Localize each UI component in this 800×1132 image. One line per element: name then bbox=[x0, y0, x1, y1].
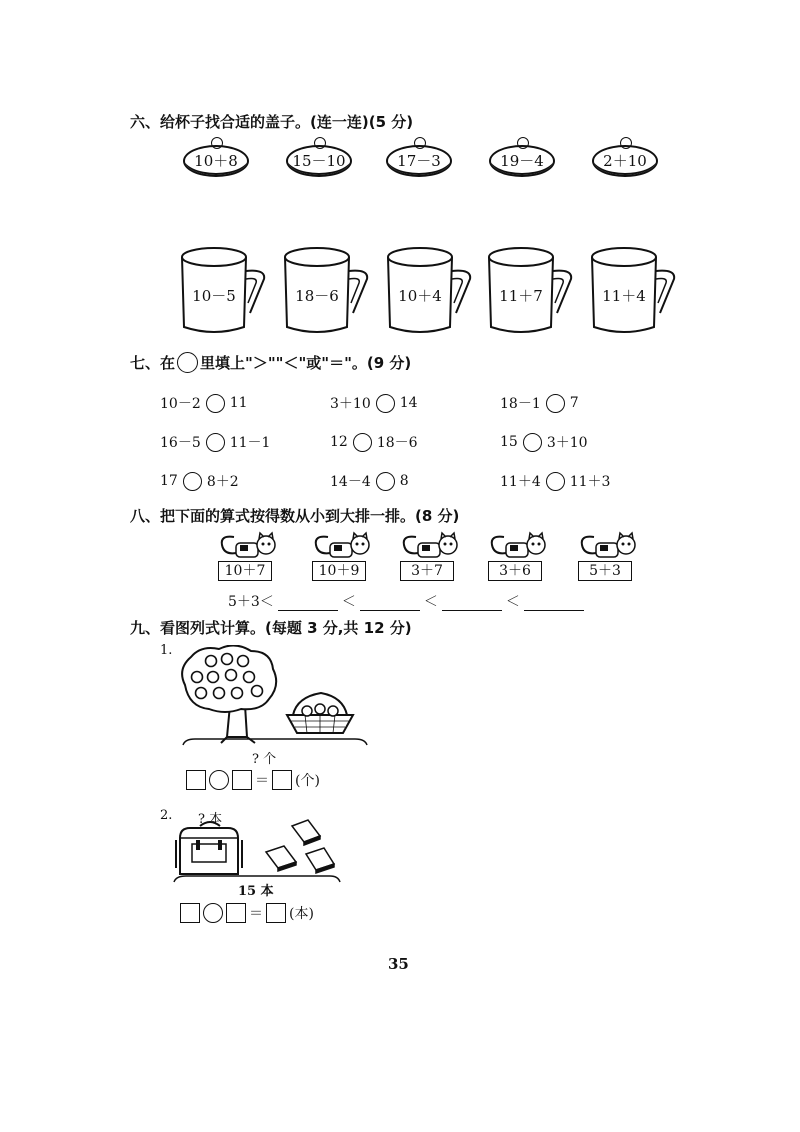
equals-sign: ＝ bbox=[255, 773, 269, 789]
operator-circle[interactable] bbox=[209, 770, 229, 790]
answer-circle[interactable] bbox=[353, 433, 372, 452]
total-label: ? 个 bbox=[252, 752, 277, 767]
page-number: 35 bbox=[388, 955, 409, 973]
comparison-item bbox=[160, 393, 248, 413]
left-expression: 14－4 bbox=[330, 474, 371, 490]
lid-expression: 15－10 bbox=[292, 152, 346, 170]
expression-box: 3＋7 bbox=[400, 561, 454, 581]
cat-icon bbox=[310, 531, 374, 561]
cat-card bbox=[216, 531, 286, 587]
cat-icon bbox=[486, 531, 550, 561]
heading-part: 里填上"＞""＜"或"＝"。(9 分) bbox=[200, 354, 412, 372]
unit-label: (个) bbox=[295, 773, 320, 789]
expression-box: 3＋6 bbox=[488, 561, 542, 581]
comparison-item bbox=[330, 432, 418, 452]
cup bbox=[487, 245, 577, 335]
comparison-item bbox=[160, 432, 270, 452]
answer-circle[interactable] bbox=[183, 472, 202, 491]
left-expression: 17 bbox=[160, 473, 178, 489]
cup bbox=[180, 245, 270, 335]
answer-blank[interactable] bbox=[442, 596, 502, 611]
cat-icon bbox=[398, 531, 462, 561]
expression-box: 10＋9 bbox=[312, 561, 366, 581]
less-than-sign: ＜ bbox=[341, 594, 356, 610]
comparison-item bbox=[500, 393, 579, 413]
left-expression: 15 bbox=[500, 434, 518, 450]
right-expression: 3＋10 bbox=[546, 435, 588, 451]
circle-icon bbox=[177, 352, 198, 373]
right-expression: 11 bbox=[229, 395, 248, 411]
bag-and-books-illustration bbox=[172, 818, 342, 888]
cup bbox=[283, 245, 373, 335]
right-expression: 11－1 bbox=[229, 435, 271, 451]
cat-card bbox=[576, 531, 646, 587]
problem-number: 1. bbox=[160, 643, 173, 658]
right-expression: 18－6 bbox=[376, 435, 418, 451]
left-expression: 11＋4 bbox=[500, 474, 541, 490]
lid-expression: 17－3 bbox=[397, 152, 441, 170]
answer-circle[interactable] bbox=[523, 433, 542, 452]
cat-card bbox=[486, 531, 556, 587]
lid-expression: 2＋10 bbox=[603, 152, 647, 170]
lid-expression: 10＋8 bbox=[194, 152, 238, 170]
answer-circle[interactable] bbox=[546, 472, 565, 491]
right-expression: 14 bbox=[399, 395, 418, 411]
less-than-sign: ＜ bbox=[423, 594, 438, 610]
less-than-sign: ＜ bbox=[505, 594, 520, 610]
comparison-item bbox=[330, 393, 418, 413]
equals-sign: ＝ bbox=[249, 906, 263, 922]
lid bbox=[286, 137, 352, 175]
ordering-line bbox=[228, 591, 584, 611]
answer-box[interactable] bbox=[186, 770, 206, 790]
lid bbox=[386, 137, 452, 175]
right-expression: 8 bbox=[399, 473, 409, 489]
lid bbox=[489, 137, 555, 175]
left-expression: 12 bbox=[330, 434, 348, 450]
cup-expression: 18－6 bbox=[295, 287, 339, 305]
answer-box[interactable] bbox=[266, 903, 286, 923]
answer-circle[interactable] bbox=[206, 433, 225, 452]
answer-blank[interactable] bbox=[524, 596, 584, 611]
comparison-item bbox=[160, 471, 239, 491]
apple-tree-illustration bbox=[175, 645, 375, 750]
heading-part: 七、在 bbox=[130, 354, 176, 372]
answer-circle[interactable] bbox=[376, 472, 395, 491]
section-6-heading: 六、给杯子找合适的盖子。(连一连)(5 分) bbox=[130, 113, 414, 131]
equation-row bbox=[180, 903, 314, 923]
answer-box[interactable] bbox=[272, 770, 292, 790]
answer-box[interactable] bbox=[226, 903, 246, 923]
cup-expression: 11＋7 bbox=[499, 287, 543, 305]
comparison-item bbox=[500, 471, 610, 491]
right-expression: 11＋3 bbox=[569, 474, 611, 490]
answer-blank[interactable] bbox=[360, 596, 420, 611]
operator-circle[interactable] bbox=[203, 903, 223, 923]
order-start: 5＋3＜ bbox=[228, 594, 274, 610]
right-expression: 7 bbox=[569, 395, 579, 411]
cup-expression: 11＋4 bbox=[602, 287, 646, 305]
answer-blank[interactable] bbox=[278, 596, 338, 611]
left-expression: 10－2 bbox=[160, 396, 201, 412]
cat-icon bbox=[216, 531, 280, 561]
cat-card bbox=[310, 531, 380, 587]
lid bbox=[592, 137, 658, 175]
comparison-item bbox=[330, 471, 409, 491]
cup-expression: 10＋4 bbox=[398, 287, 442, 305]
answer-circle[interactable] bbox=[376, 394, 395, 413]
cup-expression: 10－5 bbox=[192, 287, 236, 305]
cup bbox=[590, 245, 680, 335]
section-7-heading bbox=[130, 352, 411, 373]
part-label: ? 本 bbox=[198, 812, 223, 827]
equation-row bbox=[186, 770, 320, 790]
left-expression: 16－5 bbox=[160, 435, 201, 451]
unit-label: (本) bbox=[289, 906, 314, 922]
answer-box[interactable] bbox=[232, 770, 252, 790]
answer-box[interactable] bbox=[180, 903, 200, 923]
right-expression: 8＋2 bbox=[206, 474, 239, 490]
problem-number: 2. bbox=[160, 808, 173, 823]
answer-circle[interactable] bbox=[546, 394, 565, 413]
lid bbox=[183, 137, 249, 175]
expression-box: 10＋7 bbox=[218, 561, 272, 581]
cup bbox=[386, 245, 476, 335]
lid-expression: 19－4 bbox=[500, 152, 544, 170]
cat-card bbox=[398, 531, 468, 587]
expression-box: 5＋3 bbox=[578, 561, 632, 581]
comparison-item bbox=[500, 432, 588, 452]
total-label: 15 本 bbox=[238, 884, 274, 899]
left-expression: 3＋10 bbox=[330, 396, 371, 412]
left-expression: 18－1 bbox=[500, 396, 541, 412]
section-8-heading: 八、把下面的算式按得数从小到大排一排。(8 分) bbox=[130, 507, 460, 525]
answer-circle[interactable] bbox=[206, 394, 225, 413]
cat-icon bbox=[576, 531, 640, 561]
section-9-heading: 九、看图列式计算。(每题 3 分,共 12 分) bbox=[130, 619, 412, 637]
